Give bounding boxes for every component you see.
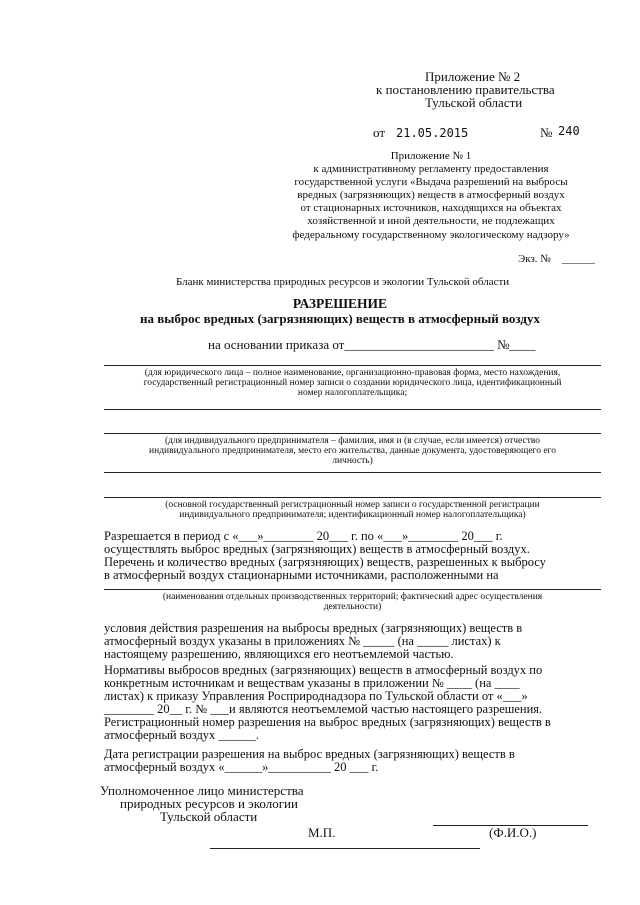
signature-bottom-line	[210, 848, 480, 849]
emission-allowed: осуществлять выброс вредных (загрязняющих) веществ в атмосферный воздух.	[104, 542, 530, 556]
norms-line-3: листах) к приказу Управления Росприроднадзора по Тульской области от «___»	[104, 689, 528, 703]
conditions-line-2: атмосферный воздух указаны в приложениях № _____ (на _____ листах) к	[104, 634, 501, 648]
appendix-1-line-6: хозяйственной и иной деятельности, не подлежащих	[307, 215, 555, 227]
conditions-line-3: настоящему разрешению, являющихся его неотъемлемой частью.	[104, 647, 454, 661]
territories-note-2: деятельности)	[323, 602, 382, 612]
norms-line-2: конкретным источникам и веществам указаны в приложении № ____ (на ____	[104, 676, 520, 690]
list-intro-2: в атмосферный воздух стационарными источниками, расположенными на	[104, 568, 499, 582]
appendix-2-label: Приложение № 2	[425, 69, 521, 84]
norms-line-4: ________ 20__ г. № ___и являются неотъемлемой частью настоящего разрешения.	[104, 702, 543, 716]
norms-line-1: Нормативы выбросов вредных (загрязняющих) веществ в атмосферный воздух по	[104, 663, 543, 677]
registration-line-2: атмосферный воздух ______.	[104, 728, 260, 742]
legal-entity-note-2: государственный регистрационный номер записи о создании юридического лица, идентификационный	[143, 378, 562, 388]
legal-entity-note-3: номер налогоплательщика;	[297, 388, 408, 398]
decree-number: 240	[558, 124, 580, 138]
appendix-1-line-3: государственной услуги «Выдача разрешений на выбросы	[294, 176, 568, 188]
entrepreneur-note-3: личность)	[332, 456, 373, 466]
region-label: Тульской области	[425, 95, 523, 110]
signatory-line-3: Тульской области	[160, 809, 258, 824]
legal-entity-note-1: (для юридического лица – полное наименование, организационно-правовая форма, место нахождения,	[144, 368, 561, 378]
territories-note-1: (наименования отдельных производственных территорий; фактический адрес осуществления	[162, 592, 543, 602]
territories-line	[104, 589, 601, 590]
copy-number-blank: ______	[562, 253, 595, 265]
conditions-line-1: условия действия разрешения на выбросы вредных (загрязняющих) веществ в	[104, 621, 523, 635]
decree-label: к постановлению правительства	[376, 82, 555, 97]
appendix-1-line-1: Приложение № 1	[390, 150, 472, 162]
legal-entity-line-1	[104, 365, 601, 366]
entrepreneur-note-1: (для индивидуального предпринимателя – фамилия, имя и (в случае, если имеется) отчество	[164, 436, 541, 446]
entrepreneur-line-1	[104, 433, 601, 434]
appendix-1-line-7: федеральному государственному экологическому надзору»	[292, 229, 570, 241]
stamp-label: М.П.	[308, 825, 336, 840]
permit-period: Разрешается в период с «___»________ 20___ г. по «___»________ 20___ г.	[104, 529, 503, 543]
num-prefix: №	[540, 125, 553, 140]
signatory-line-2: природных ресурсов и экологии	[120, 796, 298, 811]
list-intro-1: Перечень и количество вредных (загрязняющих) веществ, разрешенных к выбросу	[104, 555, 546, 569]
registration-date-line-2: атмосферный воздух «______»__________ 20 ___ г.	[104, 760, 379, 774]
ogrnip-note-1: (основной государственный регистрационный номер записи о государственной регистрации	[165, 500, 540, 510]
decree-date: 21.05.2015	[396, 126, 469, 140]
appendix-1-line-5: от стационарных источников, находящихся на объектах	[300, 202, 562, 214]
entrepreneur-line-2	[104, 472, 601, 473]
blank-title: Бланк министерства природных ресурсов и экологии Тульской области	[176, 276, 510, 288]
appendix-1-line-4: вредных (загрязняющих) веществ в атмосферный воздух	[297, 189, 565, 201]
fio-label: (Ф.И.О.)	[489, 825, 537, 840]
basis-order: на основании приказа от_______________________ №____	[208, 337, 536, 352]
registration-date-line-1: Дата регистрации разрешения на выброс вредных (загрязняющих) веществ в	[104, 747, 515, 761]
document-subtitle: на выброс вредных (загрязняющих) веществ в атмосферный воздух	[139, 311, 541, 326]
ogrnip-note-2: индивидуального предпринимателя; идентификационный номер налогоплательщика)	[179, 510, 526, 520]
appendix-1-line-2: к административному регламенту предоставления	[313, 163, 549, 175]
ogrnip-line	[104, 497, 601, 498]
entrepreneur-note-2: индивидуального предпринимателя, место его жительства, данные документа, удостоверяющего его	[149, 446, 556, 456]
signatory-line-1: Уполномоченное лицо министерства	[100, 783, 304, 798]
document-title: РАЗРЕШЕНИЕ	[292, 296, 388, 311]
date-prefix: от	[373, 125, 386, 140]
registration-line-1: Регистрационный номер разрешения на выброс вредных (загрязняющих) веществ в	[104, 715, 551, 729]
legal-entity-line-2	[104, 409, 601, 410]
copy-number-label: Экз. №	[518, 253, 551, 265]
